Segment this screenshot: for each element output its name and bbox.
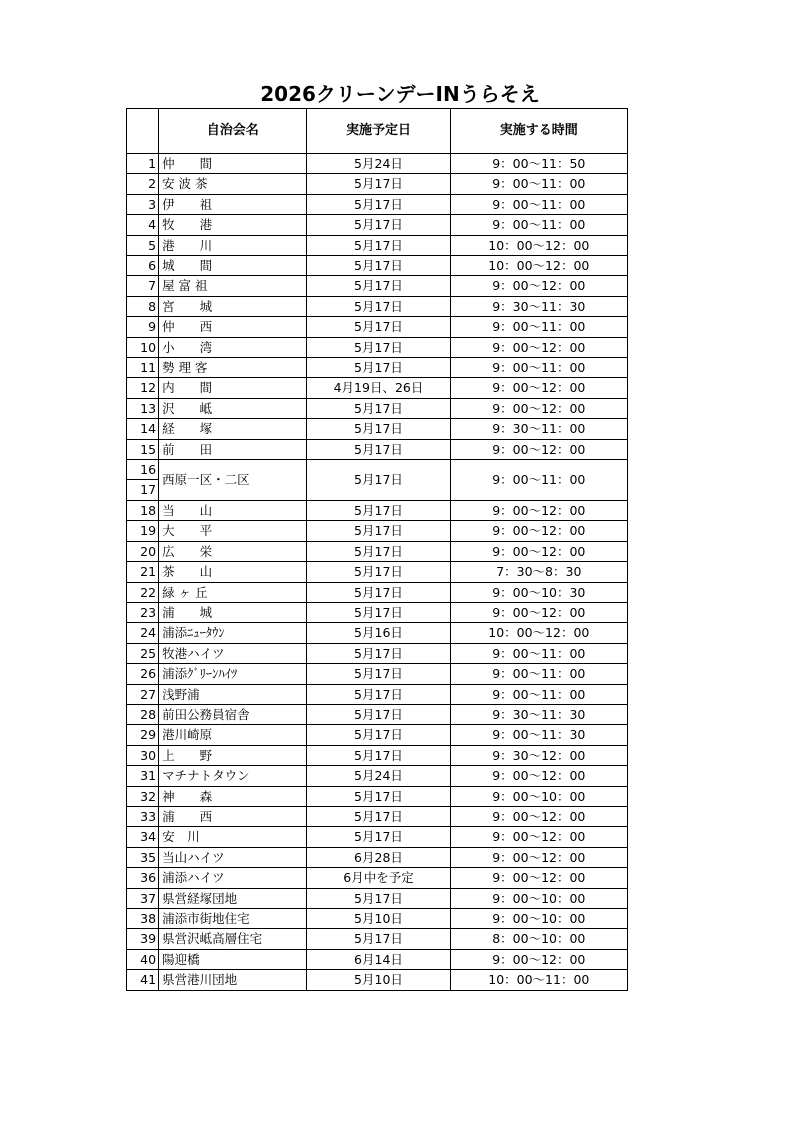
row-number: 26 <box>127 664 159 684</box>
row-number: 5 <box>127 235 159 255</box>
row-time: 9：00～11：30 <box>450 725 627 745</box>
row-date: 5月17日 <box>307 500 450 520</box>
row-number: 31 <box>127 766 159 786</box>
row-date: 5月17日 <box>307 174 450 194</box>
row-date: 5月17日 <box>307 929 450 949</box>
row-time: 9：00～12：00 <box>450 766 627 786</box>
row-number: 20 <box>127 541 159 561</box>
row-name: 西原一区・二区 <box>159 460 307 501</box>
row-name: 浦添ﾆｭｰﾀｳﾝ <box>159 623 307 643</box>
row-number: 40 <box>127 949 159 969</box>
row-date: 5月17日 <box>307 602 450 622</box>
row-date: 6月28日 <box>307 847 450 867</box>
table-row <box>127 562 628 582</box>
row-time: 9：00～12：00 <box>450 521 627 541</box>
row-name: 浦添ハイツ <box>159 868 307 888</box>
row-name: 茶 山 <box>159 562 307 582</box>
row-number: 38 <box>127 909 159 929</box>
table-row <box>127 766 628 786</box>
row-time: 9：00～12：00 <box>450 276 627 296</box>
table-row <box>127 378 628 398</box>
row-number: 9 <box>127 317 159 337</box>
row-time: 10：00～12：00 <box>450 235 627 255</box>
table-row <box>127 419 628 439</box>
row-number: 7 <box>127 276 159 296</box>
row-name: 伊 祖 <box>159 194 307 214</box>
row-number-17: 17 <box>140 482 157 498</box>
row-date: 5月17日 <box>307 296 450 316</box>
row-date: 5月17日 <box>307 521 450 541</box>
row-number: 39 <box>127 929 159 949</box>
row-name: 仲 西 <box>159 317 307 337</box>
row-name: 当 山 <box>159 500 307 520</box>
schedule-table <box>126 108 628 991</box>
table-row <box>127 684 628 704</box>
row-name: 前 田 <box>159 439 307 459</box>
row-time: 9：00～10：00 <box>450 909 627 929</box>
row-number: 21 <box>127 562 159 582</box>
table-row <box>127 215 628 235</box>
table-row <box>127 439 628 459</box>
row-name: 浅野浦 <box>159 684 307 704</box>
table-row <box>127 929 628 949</box>
row-time: 9：00～11：00 <box>450 460 627 501</box>
table-row <box>127 827 628 847</box>
row-number: 18 <box>127 500 159 520</box>
row-name: 浦 西 <box>159 806 307 826</box>
row-time: 7：30～8：30 <box>450 562 627 582</box>
row-name: 浦添ｸﾞﾘｰﾝﾊｲﾂ <box>159 664 307 684</box>
row-name: 浦 城 <box>159 602 307 622</box>
row-number: 23 <box>127 602 159 622</box>
row-number: 3 <box>127 194 159 214</box>
table-row <box>127 541 628 561</box>
row-name: 安 川 <box>159 827 307 847</box>
table-row <box>127 847 628 867</box>
row-name: 沢 岻 <box>159 398 307 418</box>
row-number-16: 16 <box>127 460 158 480</box>
row-number: 8 <box>127 296 159 316</box>
row-time: 9：00～12：00 <box>450 827 627 847</box>
row-time: 9：00～11：00 <box>450 664 627 684</box>
row-time: 9：30～11：30 <box>450 296 627 316</box>
header-name: 自治会名 <box>159 109 307 154</box>
row-number: 4 <box>127 215 159 235</box>
row-date: 5月17日 <box>307 419 450 439</box>
table-row <box>127 358 628 378</box>
page-title: 2026クリーンデーINうらそえ <box>260 82 540 106</box>
row-time: 9：30～11：30 <box>450 704 627 724</box>
row-name: 勢 理 客 <box>159 358 307 378</box>
row-date: 5月17日 <box>307 704 450 724</box>
row-number: 1 <box>127 154 159 174</box>
table-row <box>127 704 628 724</box>
row-time: 9：00～11：00 <box>450 684 627 704</box>
row-number: 35 <box>127 847 159 867</box>
row-name: 港 川 <box>159 235 307 255</box>
row-time: 9：30～12：00 <box>450 745 627 765</box>
row-date: 5月16日 <box>307 623 450 643</box>
row-date: 6月中を予定 <box>307 868 450 888</box>
row-time: 8：00～10：00 <box>450 929 627 949</box>
row-date: 5月17日 <box>307 664 450 684</box>
row-number: 37 <box>127 888 159 908</box>
row-number: 29 <box>127 725 159 745</box>
row-time: 9：00～11：50 <box>450 154 627 174</box>
row-name: 経 塚 <box>159 419 307 439</box>
header-date: 実施予定日 <box>307 109 450 154</box>
row-name: 屋 富 祖 <box>159 276 307 296</box>
table-row <box>127 664 628 684</box>
row-name: マチナトタウン <box>159 766 307 786</box>
row-time: 9：00～10：00 <box>450 786 627 806</box>
row-name: 当山ハイツ <box>159 847 307 867</box>
row-number: 2 <box>127 174 159 194</box>
row-date: 5月17日 <box>307 684 450 704</box>
row-name: 城 間 <box>159 256 307 276</box>
row-number: 28 <box>127 704 159 724</box>
table-row <box>127 174 628 194</box>
row-name: 前田公務員宿舎 <box>159 704 307 724</box>
table-row <box>127 154 628 174</box>
table-row <box>127 725 628 745</box>
row-number: 15 <box>127 439 159 459</box>
table-header-row <box>127 109 628 154</box>
row-date: 5月17日 <box>307 235 450 255</box>
row-number-merged <box>127 460 159 501</box>
table-body-upper <box>127 154 628 460</box>
row-date: 5月24日 <box>307 766 450 786</box>
table-row <box>127 786 628 806</box>
row-number: 11 <box>127 358 159 378</box>
row-number: 13 <box>127 398 159 418</box>
table-row <box>127 521 628 541</box>
row-time: 9：00～12：00 <box>450 398 627 418</box>
row-name: 緑 ヶ 丘 <box>159 582 307 602</box>
row-time: 9：00～11：00 <box>450 215 627 235</box>
table-row <box>127 256 628 276</box>
row-date: 5月17日 <box>307 398 450 418</box>
table-row <box>127 623 628 643</box>
row-time: 9：00～12：00 <box>450 602 627 622</box>
table-row-merged <box>127 460 628 501</box>
row-name: 大 平 <box>159 521 307 541</box>
row-time: 9：00～12：00 <box>450 847 627 867</box>
row-number: 24 <box>127 623 159 643</box>
table-row <box>127 643 628 663</box>
row-date: 5月17日 <box>307 460 450 501</box>
row-time: 9：00～10：00 <box>450 888 627 908</box>
row-number: 27 <box>127 684 159 704</box>
row-name: 仲 間 <box>159 154 307 174</box>
row-name: 安 波 茶 <box>159 174 307 194</box>
row-time: 9：00～10：30 <box>450 582 627 602</box>
table-row <box>127 500 628 520</box>
row-date: 5月17日 <box>307 643 450 663</box>
row-name: 神 森 <box>159 786 307 806</box>
row-number: 25 <box>127 643 159 663</box>
row-date: 5月17日 <box>307 337 450 357</box>
table-body-lower <box>127 500 628 990</box>
row-time: 9：00～11：00 <box>450 174 627 194</box>
row-name: 牧港ハイツ <box>159 643 307 663</box>
table-row <box>127 235 628 255</box>
table-row <box>127 602 628 622</box>
row-name: 港川崎原 <box>159 725 307 745</box>
row-date: 5月17日 <box>307 256 450 276</box>
header-time: 実施する時間 <box>450 109 627 154</box>
table-row <box>127 745 628 765</box>
row-date: 5月17日 <box>307 786 450 806</box>
table-row <box>127 317 628 337</box>
row-time: 10：00～12：00 <box>450 256 627 276</box>
table-row <box>127 296 628 316</box>
row-name: 牧 港 <box>159 215 307 235</box>
row-number: 22 <box>127 582 159 602</box>
row-number: 6 <box>127 256 159 276</box>
row-date: 5月17日 <box>307 194 450 214</box>
row-number: 34 <box>127 827 159 847</box>
row-number: 32 <box>127 786 159 806</box>
row-number: 14 <box>127 419 159 439</box>
table-row <box>127 398 628 418</box>
row-number: 10 <box>127 337 159 357</box>
row-date: 5月17日 <box>307 358 450 378</box>
row-date: 5月17日 <box>307 582 450 602</box>
row-name: 内 間 <box>159 378 307 398</box>
row-date: 5月17日 <box>307 215 450 235</box>
row-time: 9：00～11：00 <box>450 317 627 337</box>
row-name: 県営港川団地 <box>159 970 307 990</box>
table-row <box>127 337 628 357</box>
header-no <box>127 109 159 154</box>
row-time: 9：00～12：00 <box>450 500 627 520</box>
row-time: 9：00～12：00 <box>450 378 627 398</box>
table-row <box>127 806 628 826</box>
row-number: 30 <box>127 745 159 765</box>
row-time: 9：00～12：00 <box>450 337 627 357</box>
row-name: 浦添市街地住宅 <box>159 909 307 929</box>
row-date: 5月17日 <box>307 439 450 459</box>
table-row <box>127 276 628 296</box>
row-date: 5月10日 <box>307 970 450 990</box>
row-name: 上 野 <box>159 745 307 765</box>
row-time: 9：00～12：00 <box>450 806 627 826</box>
row-time: 9：00～12：00 <box>450 949 627 969</box>
row-name: 県営経塚団地 <box>159 888 307 908</box>
row-date: 5月17日 <box>307 276 450 296</box>
row-number: 19 <box>127 521 159 541</box>
row-time: 10：00～11：00 <box>450 970 627 990</box>
table-row <box>127 194 628 214</box>
row-time: 9：00～11：00 <box>450 358 627 378</box>
row-date: 5月17日 <box>307 725 450 745</box>
row-date: 5月17日 <box>307 888 450 908</box>
row-date: 6月14日 <box>307 949 450 969</box>
table-row <box>127 909 628 929</box>
row-number: 33 <box>127 806 159 826</box>
row-name: 陽迎橋 <box>159 949 307 969</box>
table-body-merged <box>127 460 628 501</box>
table-row <box>127 949 628 969</box>
row-date: 5月10日 <box>307 909 450 929</box>
row-time: 9：00～11：00 <box>450 643 627 663</box>
row-time: 9：00～12：00 <box>450 541 627 561</box>
row-name: 宮 城 <box>159 296 307 316</box>
row-time: 9：00～12：00 <box>450 868 627 888</box>
row-date: 4月19日、26日 <box>307 378 450 398</box>
table-row <box>127 970 628 990</box>
row-date: 5月17日 <box>307 806 450 826</box>
row-number: 36 <box>127 868 159 888</box>
row-name: 小 湾 <box>159 337 307 357</box>
table-row <box>127 582 628 602</box>
row-date: 5月17日 <box>307 562 450 582</box>
row-name: 県営沢岻高層住宅 <box>159 929 307 949</box>
row-number: 12 <box>127 378 159 398</box>
row-time: 9：00～12：00 <box>450 439 627 459</box>
row-time: 9：30～11：00 <box>450 419 627 439</box>
row-name: 広 栄 <box>159 541 307 561</box>
row-date: 5月17日 <box>307 827 450 847</box>
table-row <box>127 868 628 888</box>
table-row <box>127 888 628 908</box>
row-date: 5月17日 <box>307 317 450 337</box>
row-date: 5月17日 <box>307 541 450 561</box>
row-number: 41 <box>127 970 159 990</box>
row-date: 5月17日 <box>307 745 450 765</box>
row-date: 5月24日 <box>307 154 450 174</box>
row-time: 10：00～12：00 <box>450 623 627 643</box>
row-time: 9：00～11：00 <box>450 194 627 214</box>
